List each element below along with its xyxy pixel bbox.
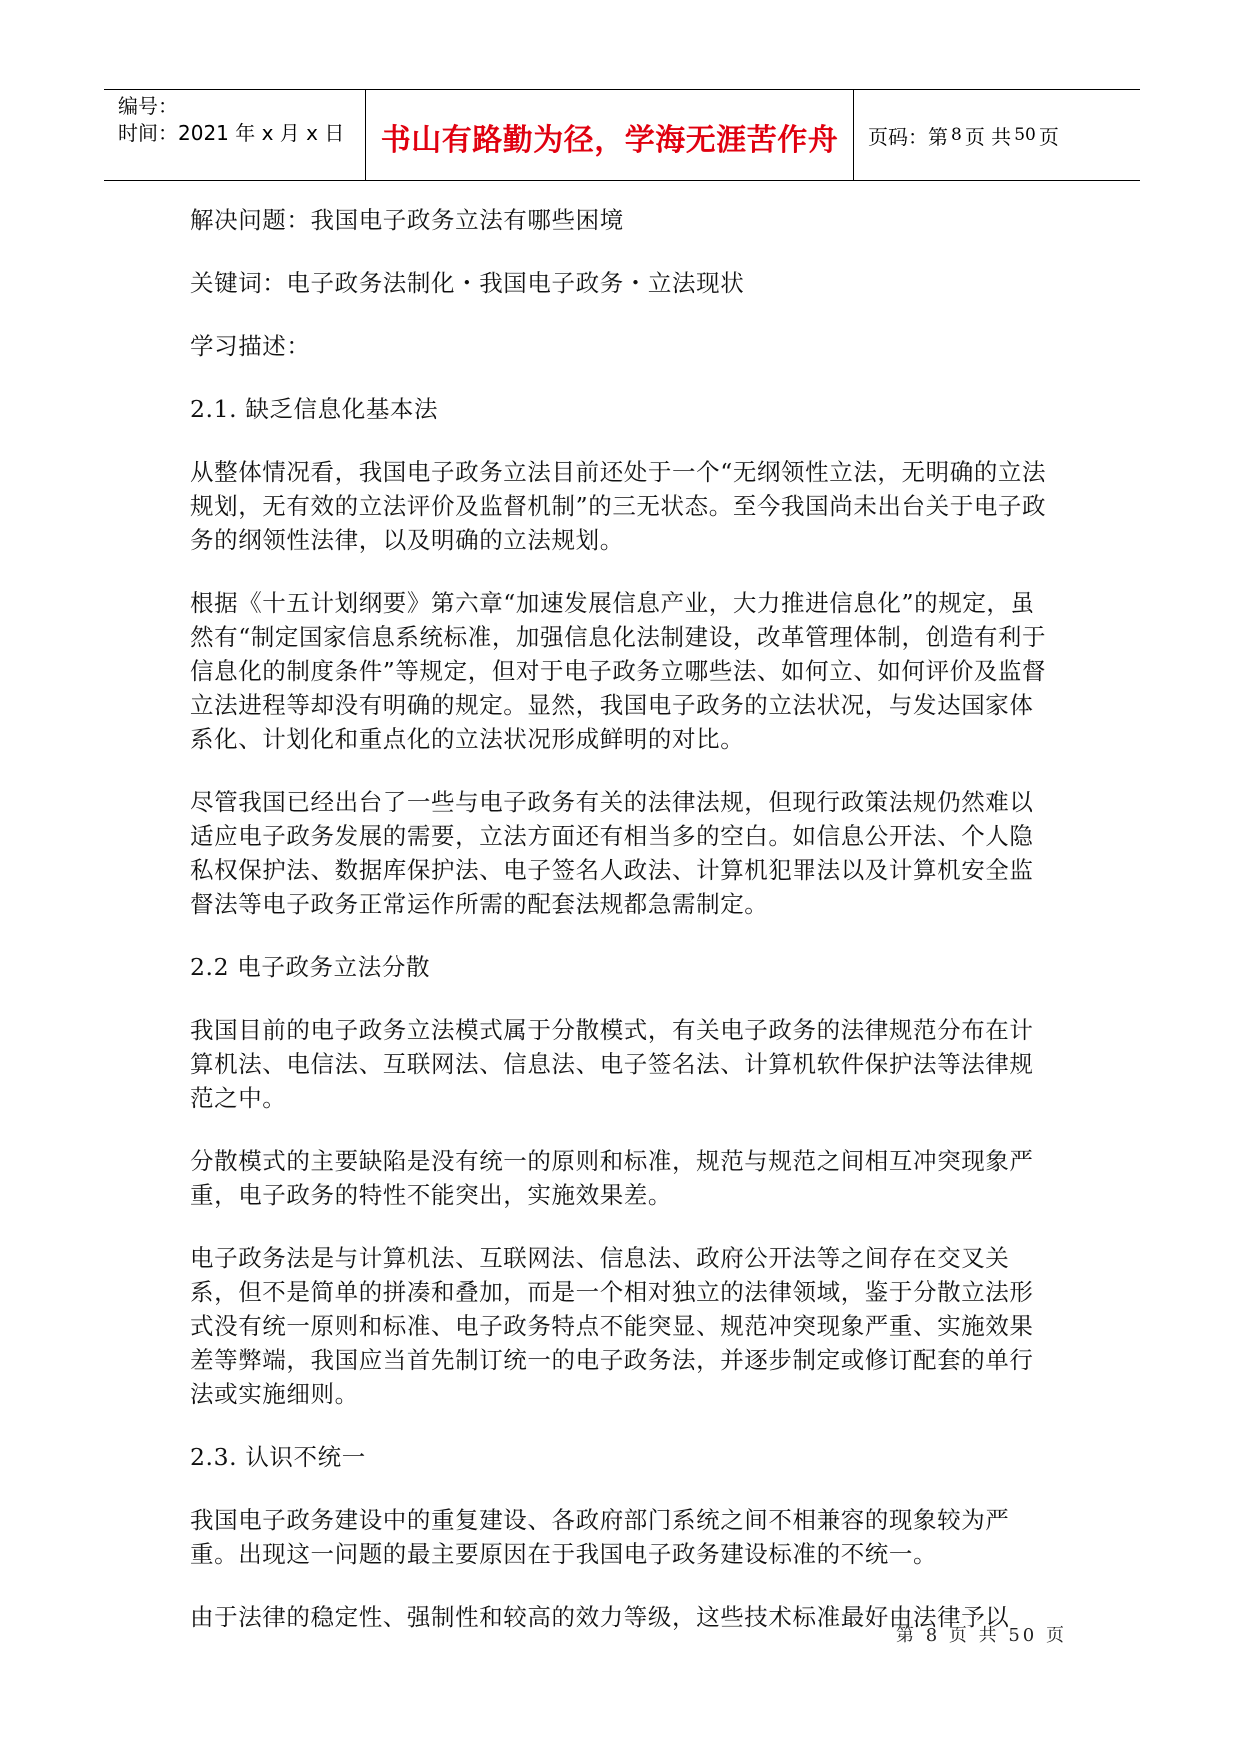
- serial-number-label: 编号：: [118, 94, 178, 118]
- keywords-line: 关键词：电子政务法制化・我国电子政务・立法现状: [190, 269, 745, 297]
- header-meta-cell: [104, 90, 366, 180]
- body-paragraph: 根据《十五计划纲要》第六章“加速发展信息产业，大力推进信息化”的规定，虽然有“制定国家信息系统标准，加强信息化法制建设，改革管理体制，创造有利于信息化的制度条件”等规定，但对于电子政务立哪些法、如何立、如何评价及监督立法进程等却没有明确的规定。显然，我国电子政务的立法状况，与发达国家体系化、计划化和重点化的立法状况形成鲜明的对比。: [190, 589, 1047, 753]
- motto-text: 书山有路勤为径，学海无涯苦作舟: [380, 123, 839, 158]
- body-paragraph: 尽管我国已经出台了一些与电子政务有关的法律法规，但现行政策法规仍然难以适应电子政务发展的需要，立法方面还有相当多的空白。如信息公开法、个人隐私权保护法、数据库保护法、电子签名人政法、计算机犯罪法以及计算机安全监督法等电子政务正常运作所需的配套法规都急需制定。: [190, 788, 1034, 918]
- body-paragraph: 由于法律的稳定性、强制性和较高的效力等级，这些技术标准最好由法律予以: [190, 1603, 1010, 1631]
- page-current: 8: [951, 125, 962, 145]
- body-paragraph: 电子政务法是与计算机法、互联网法、信息法、政府公开法等之间存在交叉关系，但不是简单的拼凑和叠加，而是一个相对独立的法律领域，鉴于分散立法形式没有统一原则和标准、电子政务特点不能突显、规范冲突现象严重、实施效果差等弊端，我国应当首先制订统一的电子政务法，并逐步制定或修订配套的单行法或实施细则。: [190, 1244, 1034, 1408]
- section-heading-2-1: 2.1. 缺乏信息化基本法: [190, 395, 439, 423]
- body-paragraph: 我国电子政务建设中的重复建设、各政府部门系统之间不相兼容的现象较为严重。出现这一问题的最主要原因在于我国电子政务建设标准的不统一。: [190, 1506, 1010, 1568]
- page-mid: 页 共: [964, 124, 1012, 149]
- page-header: [104, 89, 1140, 181]
- document-body: [190, 203, 1050, 1663]
- page-suffix: 页: [1038, 124, 1059, 149]
- page-prefix: 页码：第: [868, 124, 948, 149]
- section-heading-2-2: 2.2 电子政务立法分散: [190, 953, 431, 981]
- header-motto-cell: [366, 90, 854, 180]
- problem-statement: 解决问题：我国电子政务立法有哪些困境: [190, 206, 624, 234]
- page-total: 50: [1014, 125, 1036, 145]
- page-footer-number: 第 8 页 共 50 页: [896, 1625, 1067, 1646]
- date-label: 时间：2021 年 x 月 x 日: [118, 121, 345, 145]
- body-paragraph: 分散模式的主要缺陷是没有统一的原则和标准，规范与规范之间相互冲突现象严重，电子政务的特性不能突出，实施效果差。: [190, 1147, 1034, 1209]
- body-paragraph: 我国目前的电子政务立法模式属于分散模式，有关电子政务的法律规范分布在计算机法、电信法、互联网法、信息法、电子签名法、计算机软件保护法等法律规范之中。: [190, 1016, 1034, 1112]
- header-page-cell: [854, 90, 1140, 180]
- section-heading-2-3: 2.3. 认识不统一: [190, 1443, 366, 1471]
- study-description-label: 学习描述：: [190, 332, 311, 360]
- body-paragraph: 从整体情况看，我国电子政务立法目前还处于一个“无纲领性立法，无明确的立法规划，无有效的立法评价及监督机制”的三无状态。至今我国尚未出台关于电子政务的纲领性法律，以及明确的立法规划。: [190, 458, 1047, 554]
